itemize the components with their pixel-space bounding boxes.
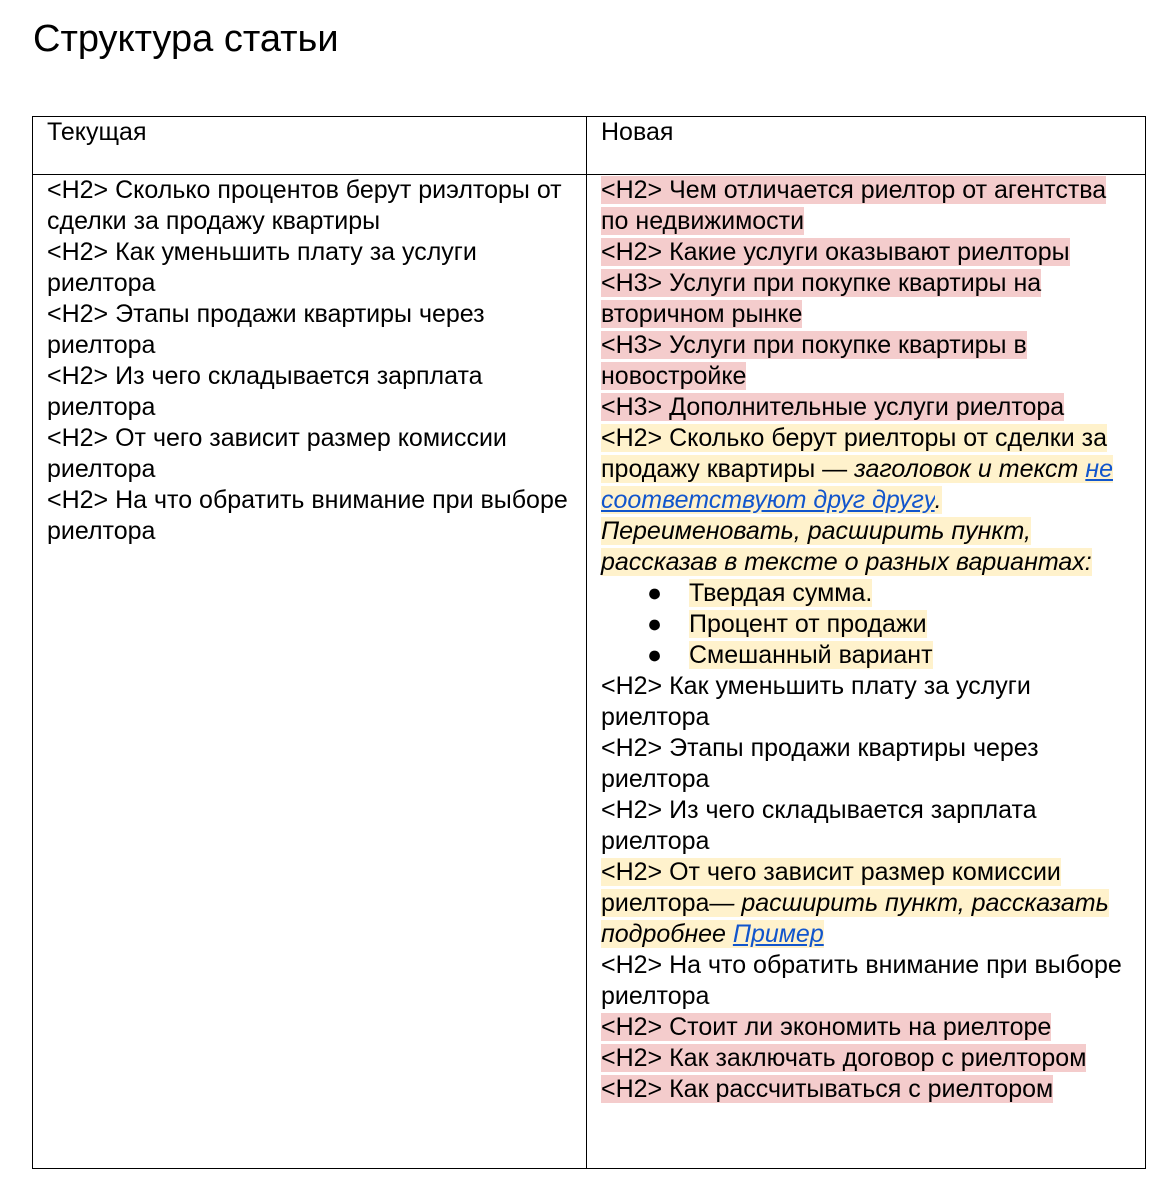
current-heading-1: <H2> Сколько процентов берут риэлторы от сделки за продажу квартиры: [47, 176, 562, 235]
current-heading-3: <H2> Этапы продажи квартиры через риелтора: [47, 300, 485, 359]
new-heading-added-8: <H2> Как рассчитываться с риелтором: [601, 1075, 1054, 1103]
new-heading-added-5: <H3> Дополнительные услуги риелтора: [601, 393, 1065, 421]
bullet-icon: ●: [647, 641, 663, 669]
current-heading-4: <H2> Из чего складывается зарплата риелтора: [47, 362, 483, 421]
variants-list: [601, 578, 1131, 671]
structure-table: [32, 116, 1146, 1169]
list-item-text: Твердая сумма.: [689, 579, 873, 607]
table-body-row: [33, 175, 1146, 1169]
list-item: [647, 640, 1131, 671]
new-heading-added-2: <H2> Какие услуги оказывают риелторы: [601, 238, 1070, 266]
comment-text: заголовок и текст: [854, 455, 1086, 483]
current-structure-cell: [33, 175, 587, 1169]
header-current: Текущая: [33, 117, 587, 175]
header-new: Новая: [587, 117, 1146, 175]
example-link[interactable]: Пример: [732, 920, 824, 948]
bullet-icon: ●: [647, 579, 663, 607]
new-heading-commented-1: [601, 423, 1131, 578]
current-heading-6: <H2> На что обратить внимание при выборе риелтора: [47, 486, 568, 545]
comment-text: . Переименовать, расширить пункт, рассказав в тексте о разных вариантах:: [601, 486, 1092, 576]
list-item: [647, 609, 1131, 640]
commented-heading-text: <H2> Сколько берут риелторы от сделки за продажу квартиры —: [601, 424, 1108, 483]
new-heading-added-3: <H3> Услуги при покупке квартиры на вторичном рынке: [601, 269, 1042, 328]
new-heading-plain-3: <H2> Из чего складывается зарплата риелтора: [601, 796, 1037, 855]
commented-heading-text: <H2> От чего зависит размер комиссии риелтора: [601, 858, 1061, 917]
bullet-icon: ●: [647, 610, 663, 638]
new-heading-plain-4: <H2> На что обратить внимание при выборе риелтора: [601, 951, 1122, 1010]
new-heading-plain-2: <H2> Этапы продажи квартиры через риелтора: [601, 734, 1039, 793]
new-heading-added-1: <H2> Чем отличается риелтор от агентства по недвижимости: [601, 176, 1107, 235]
new-heading-added-6: <H2> Стоит ли экономить на риелторе: [601, 1013, 1052, 1041]
comment-link[interactable]: не соответствуют друг другу: [601, 455, 1113, 514]
new-heading-added-4: <H3> Услуги при покупке квартиры в новостройке: [601, 331, 1027, 390]
list-item-text: Смешанный вариант: [689, 641, 933, 669]
comment-text: — расширить пункт, рассказать подробнее: [601, 889, 1109, 948]
new-heading-plain-1: <H2> Как уменьшить плату за услуги риелтора: [601, 672, 1031, 731]
new-heading-commented-2: [601, 857, 1131, 950]
table-header-row: [33, 117, 1146, 175]
list-item-text: Процент от продажи: [689, 610, 927, 638]
current-heading-2: <H2> Как уменьшить плату за услуги риелтора: [47, 238, 477, 297]
new-structure-cell: [587, 175, 1146, 1169]
current-heading-5: <H2> От чего зависит размер комиссии риелтора: [47, 424, 507, 483]
list-item: [647, 578, 1131, 609]
new-heading-added-7: <H2> Как заключать договор с риелтором: [601, 1044, 1087, 1072]
document-title: Структура статьи: [33, 18, 339, 60]
